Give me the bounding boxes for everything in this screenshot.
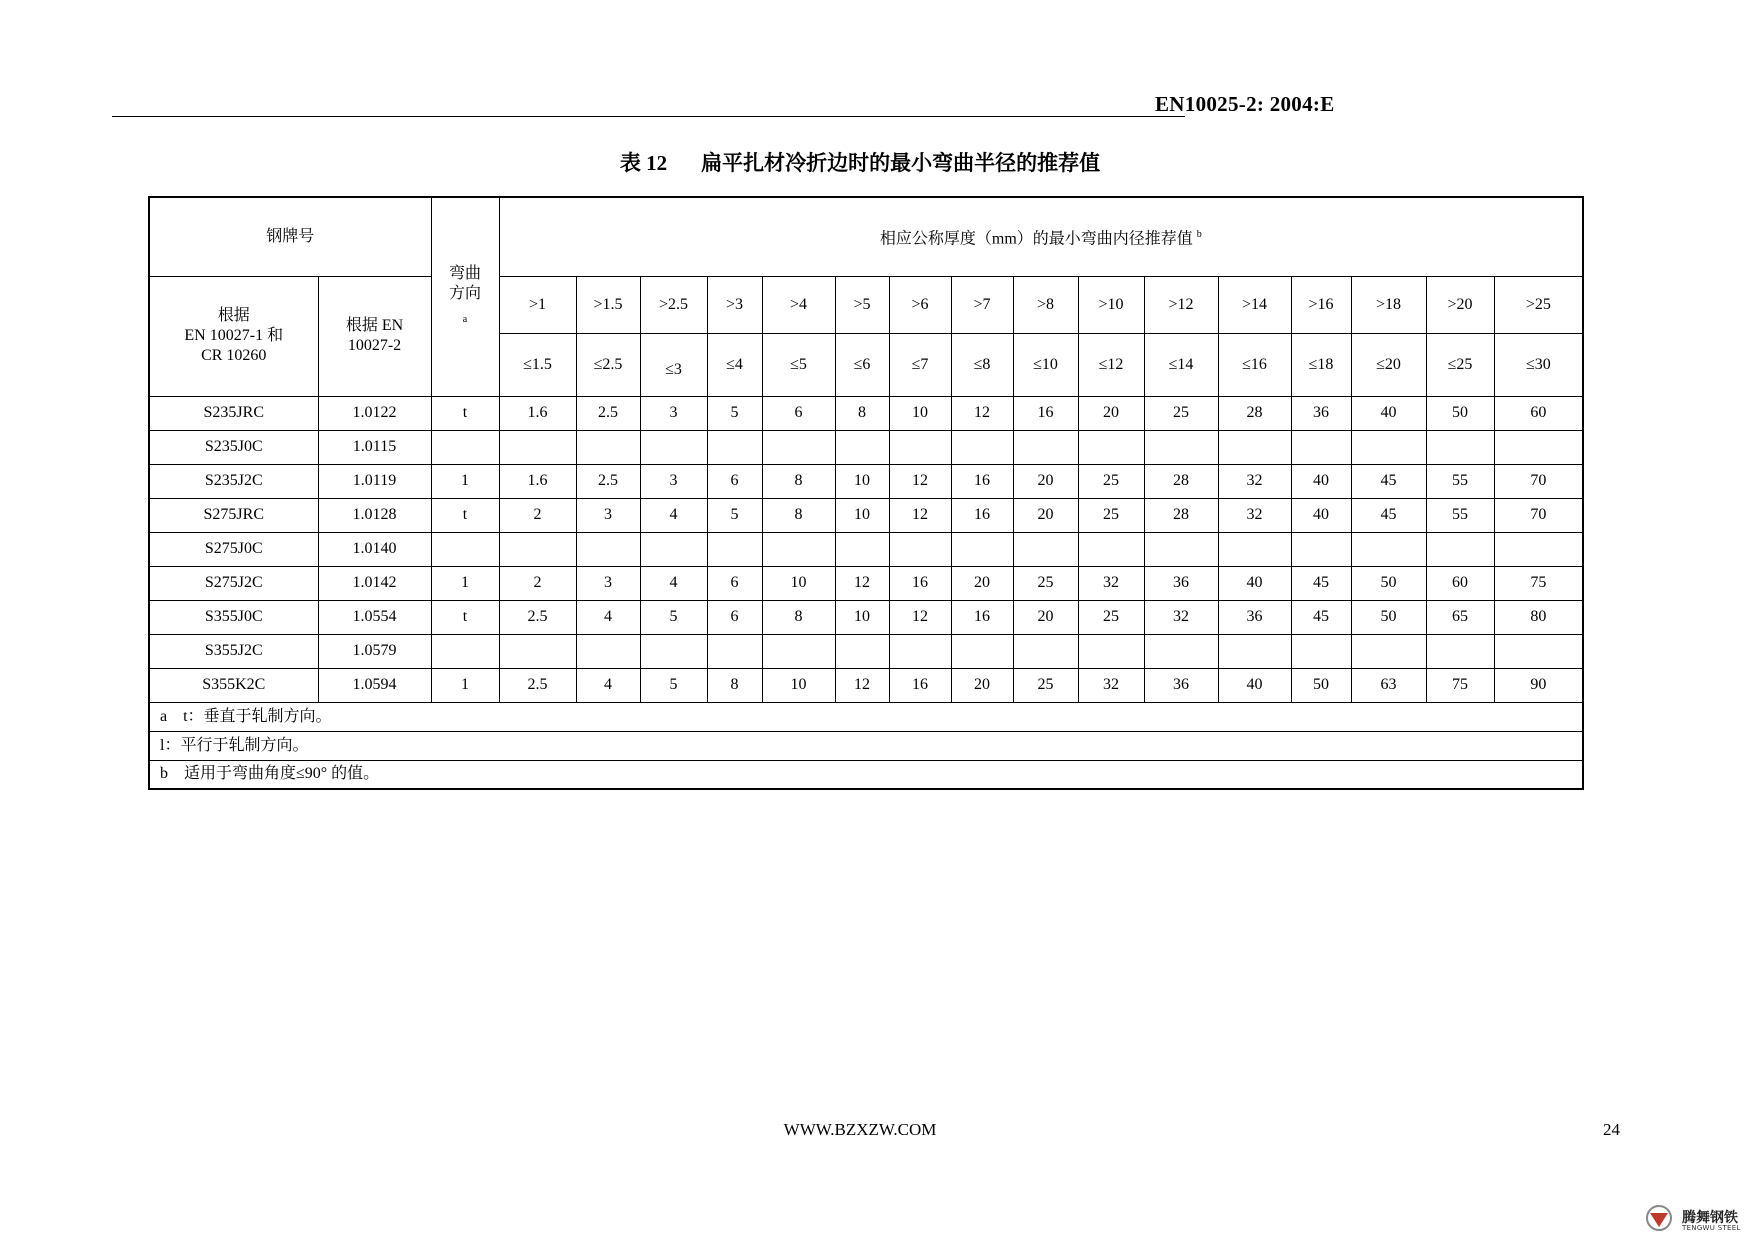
direction-cell: t [431,396,499,430]
radius-value-cell: 5 [640,668,707,702]
radius-value-cell: 63 [1351,668,1426,702]
std1-line: EN 10027-1 和 [184,327,284,344]
range-min-header: >25 [1494,276,1583,333]
direction-cell: t [431,600,499,634]
footnote-row [149,731,1583,760]
table-number: 表 12 [619,151,668,175]
tengwu-logo-icon [1644,1203,1678,1233]
range-max-label: ≤18 [1308,355,1334,373]
radius-value-cell [640,430,707,464]
radius-value-cell [1144,634,1218,668]
radius-value-cell: 80 [1494,600,1583,634]
radius-value-cell [707,634,762,668]
range-min-header: >6 [889,276,951,333]
radius-value-cell [1218,430,1291,464]
steel-number-cell: 1.0140 [318,532,431,566]
table-row [149,566,1583,600]
direction-cell: 1 [431,566,499,600]
document-code: EN10025-2: 2004:E [1155,92,1335,116]
range-min-header: >3 [707,276,762,333]
radius-value-cell [762,430,835,464]
steel-name-cell: S235J2C [149,464,318,498]
radius-value-cell [951,634,1013,668]
radius-value-cell: 40 [1218,566,1291,600]
range-max-label: ≤3 [665,360,682,378]
thickness-heading-text: 相应公称厚度（mm）的最小弯曲内径推荐值 [879,229,1193,247]
radius-value-cell [762,634,835,668]
radius-value-cell [1144,430,1218,464]
steel-name-cell: S275J0C [149,532,318,566]
steel-number-cell: 1.0142 [318,566,431,600]
radius-value-cell: 90 [1494,668,1583,702]
radius-value-cell: 65 [1426,600,1494,634]
watermark-brand-cn: 腾舞钢铁 [1682,1210,1738,1226]
range-min-header: >2.5 [640,276,707,333]
radius-value-cell: 55 [1426,498,1494,532]
range-min-header: >18 [1351,276,1426,333]
radius-value-cell [1291,634,1351,668]
radius-value-cell [499,430,576,464]
radius-value-cell: 75 [1494,566,1583,600]
radius-value-cell: 32 [1218,498,1291,532]
radius-value-cell: 45 [1291,566,1351,600]
steel-name-cell: S355J2C [149,634,318,668]
radius-value-cell: 4 [576,668,640,702]
steel-name-cell: S235J0C [149,430,318,464]
range-max-header [1078,333,1144,396]
steel-name-cell: S355J0C [149,600,318,634]
radius-value-cell: 3 [576,566,640,600]
range-min-header: >5 [835,276,889,333]
header-rule [112,116,1185,117]
footnote-text: b 适用于弯曲角度≤90° 的值。 [149,760,1583,789]
radius-value-cell: 10 [762,668,835,702]
range-max-header [762,333,835,396]
radius-value-cell: 32 [1144,600,1218,634]
range-min-header: >1 [499,276,576,333]
radius-value-cell [1013,532,1078,566]
radius-value-cell [889,532,951,566]
radius-value-cell: 25 [1078,498,1144,532]
radius-value-cell [640,532,707,566]
radius-value-cell [1013,634,1078,668]
bend-radius-table [148,196,1584,790]
radius-value-cell: 12 [951,396,1013,430]
range-max-header [1144,333,1218,396]
radius-value-cell [762,532,835,566]
radius-value-cell: 50 [1426,396,1494,430]
range-max-header [640,333,707,396]
direction-cell [431,634,499,668]
range-max-header [707,333,762,396]
table-row [149,430,1583,464]
radius-value-cell [835,430,889,464]
radius-value-cell: 60 [1426,566,1494,600]
radius-value-cell: 3 [640,464,707,498]
radius-value-cell [1426,430,1494,464]
table-caption: 扁平扎材冷折边时的最小弯曲半径的推荐值 [701,151,1101,175]
radius-value-cell [1218,634,1291,668]
radius-value-cell: 25 [1013,668,1078,702]
direction-cell: t [431,498,499,532]
range-max-label: ≤12 [1098,355,1124,373]
range-max-label: ≤30 [1525,355,1551,373]
radius-value-cell: 12 [889,464,951,498]
table-row [149,396,1583,430]
range-max-label: ≤10 [1033,355,1058,373]
radius-value-cell: 16 [889,668,951,702]
radius-value-cell: 28 [1218,396,1291,430]
watermark-brand-en: TENGWU STEEL [1682,1224,1741,1232]
radius-value-cell [1494,532,1583,566]
direction-footnote-mark: a [462,313,468,325]
table-row [149,600,1583,634]
radius-value-cell: 32 [1078,566,1144,600]
radius-value-cell: 2.5 [499,600,576,634]
radius-value-cell: 8 [835,396,889,430]
radius-value-cell [640,634,707,668]
radius-value-cell [707,430,762,464]
radius-value-cell: 20 [951,668,1013,702]
grade-header: 钢牌号 [149,197,431,276]
radius-value-cell: 8 [762,600,835,634]
radius-value-cell: 2.5 [576,464,640,498]
std1-line: 根据 [217,307,250,324]
steel-number-cell: 1.0554 [318,600,431,634]
radius-value-cell [1494,634,1583,668]
range-min-header: >8 [1013,276,1078,333]
radius-value-cell [889,634,951,668]
range-max-header [1426,333,1494,396]
std1-line: CR 10260 [201,347,267,364]
radius-value-cell [951,532,1013,566]
table-row [149,532,1583,566]
range-max-label: ≤20 [1376,355,1401,373]
radius-value-cell: 60 [1494,396,1583,430]
radius-value-cell [576,532,640,566]
range-max-label: ≤2.5 [593,355,623,373]
radius-value-cell: 6 [707,600,762,634]
radius-value-cell: 1.6 [499,464,576,498]
std-en10027-2-header [318,276,431,396]
radius-value-cell: 16 [951,498,1013,532]
radius-value-cell: 5 [707,396,762,430]
radius-value-cell [1078,634,1144,668]
radius-value-cell: 45 [1351,464,1426,498]
steel-number-cell: 1.0119 [318,464,431,498]
std2-line: 根据 EN [345,317,404,334]
radius-value-cell [707,532,762,566]
range-max-label: ≤16 [1242,355,1267,373]
radius-value-cell: 2 [499,498,576,532]
radius-value-cell: 4 [640,498,707,532]
range-max-header [576,333,640,396]
radius-value-cell: 32 [1078,668,1144,702]
range-max-header [889,333,951,396]
radius-value-cell: 55 [1426,464,1494,498]
footer-url: WWW.BZXZW.COM [783,1120,937,1139]
range-min-header: >10 [1078,276,1144,333]
steel-name-cell: S275JRC [149,498,318,532]
radius-value-cell [1351,532,1426,566]
radius-value-cell: 45 [1351,498,1426,532]
radius-value-cell: 20 [1013,498,1078,532]
range-min-header: >4 [762,276,835,333]
radius-value-cell [576,634,640,668]
steel-number-cell: 1.0128 [318,498,431,532]
range-min-header: >16 [1291,276,1351,333]
radius-value-cell: 25 [1013,566,1078,600]
table-row [149,668,1583,702]
steel-name-cell: S355K2C [149,668,318,702]
radius-value-cell: 10 [889,396,951,430]
radius-value-cell [499,634,576,668]
radius-value-cell: 16 [889,566,951,600]
range-max-label: ≤25 [1447,355,1473,373]
radius-value-cell: 36 [1144,566,1218,600]
radius-value-cell: 2.5 [576,396,640,430]
radius-value-cell: 40 [1351,396,1426,430]
radius-value-cell: 32 [1218,464,1291,498]
direction-header [431,197,499,396]
radius-value-cell: 45 [1291,600,1351,634]
radius-value-cell: 10 [835,600,889,634]
range-max-label: ≤6 [853,355,871,373]
steel-number-cell: 1.0122 [318,396,431,430]
radius-value-cell: 25 [1144,396,1218,430]
radius-value-cell: 12 [835,668,889,702]
range-max-header [1351,333,1426,396]
range-max-header [1013,333,1078,396]
radius-value-cell [1351,430,1426,464]
radius-value-cell: 70 [1494,498,1583,532]
table-row [149,498,1583,532]
radius-value-cell: 28 [1144,464,1218,498]
radius-value-cell [1218,532,1291,566]
radius-value-cell [1291,532,1351,566]
radius-value-cell: 4 [576,600,640,634]
radius-value-cell: 40 [1291,464,1351,498]
radius-value-cell: 40 [1291,498,1351,532]
steel-number-cell: 1.0579 [318,634,431,668]
table-row [149,634,1583,668]
range-min-header: >14 [1218,276,1291,333]
steel-name-cell: S275J2C [149,566,318,600]
direction-label: 弯曲方向 [449,264,482,302]
std-en10027-1-header [149,276,318,396]
radius-value-cell [889,430,951,464]
radius-value-cell: 20 [1013,600,1078,634]
radius-value-cell [499,532,576,566]
radius-value-cell: 4 [640,566,707,600]
radius-value-cell: 20 [1078,396,1144,430]
radius-value-cell: 20 [951,566,1013,600]
direction-cell: 1 [431,464,499,498]
direction-cell: 1 [431,668,499,702]
radius-value-cell: 36 [1144,668,1218,702]
radius-value-cell: 25 [1078,464,1144,498]
radius-value-cell [1351,634,1426,668]
range-max-label: ≤8 [973,355,991,373]
radius-value-cell: 8 [707,668,762,702]
radius-value-cell: 6 [762,396,835,430]
steel-number-cell: 1.0594 [318,668,431,702]
range-min-header: >20 [1426,276,1494,333]
range-max-header [1218,333,1291,396]
radius-value-cell: 10 [835,498,889,532]
range-max-header [1291,333,1351,396]
radius-value-cell: 1.6 [499,396,576,430]
radius-value-cell [1494,430,1583,464]
radius-value-cell: 36 [1291,396,1351,430]
radius-value-cell: 75 [1426,668,1494,702]
radius-value-cell: 2.5 [499,668,576,702]
watermark-logo [1644,1203,1754,1235]
radius-value-cell [1144,532,1218,566]
thickness-header [499,197,1583,276]
table-title [300,147,1420,179]
radius-value-cell [1078,532,1144,566]
radius-value-cell: 25 [1078,600,1144,634]
radius-value-cell: 8 [762,464,835,498]
radius-value-cell [835,634,889,668]
footnote-row [149,760,1583,789]
radius-value-cell: 12 [889,498,951,532]
page-number: 24 [1603,1120,1620,1139]
radius-value-cell: 16 [951,600,1013,634]
range-max-label: ≤5 [790,355,807,373]
radius-value-cell [1291,430,1351,464]
radius-value-cell [1426,532,1494,566]
footnote-text: a t：垂直于轧制方向。 [149,702,1583,731]
radius-value-cell: 3 [640,396,707,430]
radius-value-cell: 5 [707,498,762,532]
radius-value-cell [1078,430,1144,464]
radius-value-cell: 12 [889,600,951,634]
range-max-label: ≤14 [1168,355,1194,373]
radius-value-cell: 40 [1218,668,1291,702]
radius-value-cell [576,430,640,464]
radius-value-cell: 6 [707,464,762,498]
radius-value-cell: 6 [707,566,762,600]
radius-value-cell: 12 [835,566,889,600]
radius-value-cell: 70 [1494,464,1583,498]
radius-value-cell: 28 [1144,498,1218,532]
radius-value-cell [951,430,1013,464]
radius-value-cell: 50 [1351,600,1426,634]
radius-value-cell [1426,634,1494,668]
radius-value-cell: 10 [835,464,889,498]
thickness-footnote-mark: b [1196,228,1202,240]
steel-number-cell: 1.0115 [318,430,431,464]
range-min-header: >12 [1144,276,1218,333]
footnote-row [149,702,1583,731]
radius-value-cell: 10 [762,566,835,600]
radius-value-cell: 2 [499,566,576,600]
footnote-text: l：平行于轧制方向。 [149,731,1583,760]
direction-cell [431,430,499,464]
range-max-header [499,333,576,396]
radius-value-cell: 50 [1351,566,1426,600]
radius-value-cell: 16 [1013,396,1078,430]
radius-value-cell: 3 [576,498,640,532]
radius-value-cell: 20 [1013,464,1078,498]
radius-value-cell [1013,430,1078,464]
radius-value-cell: 8 [762,498,835,532]
range-max-label: ≤1.5 [523,355,552,373]
range-max-header [1494,333,1583,396]
std2-line: 10027-2 [347,337,402,354]
range-min-header: >1.5 [576,276,640,333]
radius-value-cell: 5 [640,600,707,634]
table-row [149,464,1583,498]
radius-value-cell: 36 [1218,600,1291,634]
direction-cell [431,532,499,566]
radius-value-cell: 16 [951,464,1013,498]
range-max-label: ≤4 [726,355,743,373]
range-max-label: ≤7 [911,355,929,373]
range-max-header [951,333,1013,396]
steel-name-cell: S235JRC [149,396,318,430]
range-min-header: >7 [951,276,1013,333]
range-max-header [835,333,889,396]
radius-value-cell: 50 [1291,668,1351,702]
radius-value-cell [835,532,889,566]
